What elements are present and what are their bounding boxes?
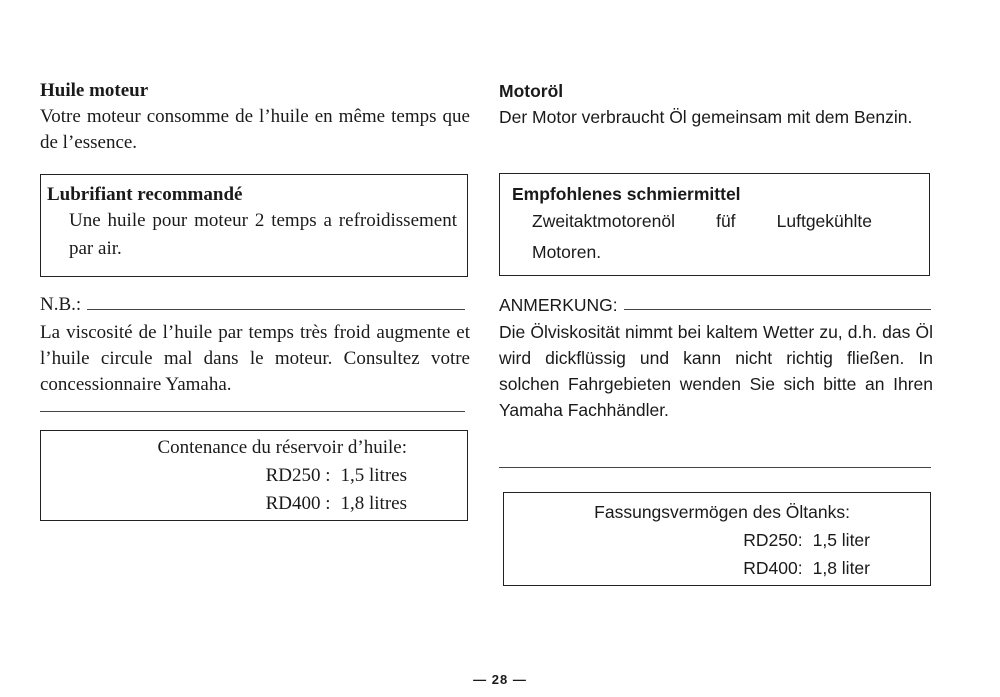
nb-end-rule-de <box>499 467 931 468</box>
capacity-value-fr: 1,5 litres <box>340 465 407 486</box>
section-title-de: Motoröl <box>499 81 564 101</box>
nb-rule-fr <box>87 309 465 310</box>
capacity-value-de: 1,8 liter <box>812 558 870 578</box>
nb-end-rule-fr <box>40 411 465 412</box>
capacity-model-fr: RD250 : <box>265 465 331 486</box>
nb-rule-de <box>624 309 931 310</box>
intro-text-fr: Votre moteur consomme de l’huile en même temps que de l’essence. <box>40 106 470 153</box>
french-column <box>40 78 470 528</box>
capacity-model-fr: RD400 : <box>265 493 331 514</box>
box-title-de: Empfohlenes schmiermittel <box>512 184 741 204</box>
nb-text-fr: La viscosité de l’huile par temps très froid augmente et l’huile circule mal dans le moteur. Consultez votre concessionnaire Yamaha. <box>40 322 470 395</box>
capacity-title-fr: Contenance du réservoir d’huile: <box>157 437 407 458</box>
recommended-lubricant-box-de <box>499 173 930 276</box>
capacity-value-fr: 1,8 litres <box>340 493 407 514</box>
nb-header-de <box>499 290 931 316</box>
box-text-fr: Une huile pour moteur 2 temps a refroidissement par air. <box>69 210 457 259</box>
recommended-lubricant-box-fr <box>40 174 468 277</box>
page-number: — 28 — <box>473 672 527 687</box>
capacity-row-rd250-de <box>504 526 870 554</box>
oil-capacity-box-fr <box>40 430 468 521</box>
capacity-model-de: RD400: <box>743 558 803 578</box>
capacity-row-rd400-de <box>504 554 870 582</box>
nb-label-fr: N.B.: <box>40 294 82 315</box>
nb-text-de: Die Ölviskosität nimmt bei kaltem Wetter zu, d.h. das Öl wird dickflüssig und kann nicht richtig fließen. In solchen Fahrgebieten wenden Sie sich bitte an Ihren Yamaha Fachhändler. <box>499 322 933 420</box>
capacity-row-rd400-fr <box>41 490 407 518</box>
box-text-de: Zweitaktmotorenöl füf Luftgekühlte Motoren. <box>532 211 872 262</box>
intro-text-de: Der Motor verbraucht Öl gemeinsam mit dem Benzin. <box>499 107 913 127</box>
capacity-value-de: 1,5 liter <box>812 530 870 550</box>
oil-capacity-box-de <box>503 492 931 586</box>
box-title-fr: Lubrifiant recommandé <box>47 184 243 205</box>
nb-label-de: ANMERKUNG: <box>499 295 618 315</box>
german-column <box>499 78 933 598</box>
capacity-model-de: RD250: <box>743 530 803 550</box>
capacity-title-de: Fassungsvermögen des Öltanks: <box>594 502 850 522</box>
capacity-row-rd250-fr <box>41 462 407 490</box>
section-title-fr: Huile moteur <box>40 80 149 101</box>
nb-header-fr <box>40 290 465 316</box>
